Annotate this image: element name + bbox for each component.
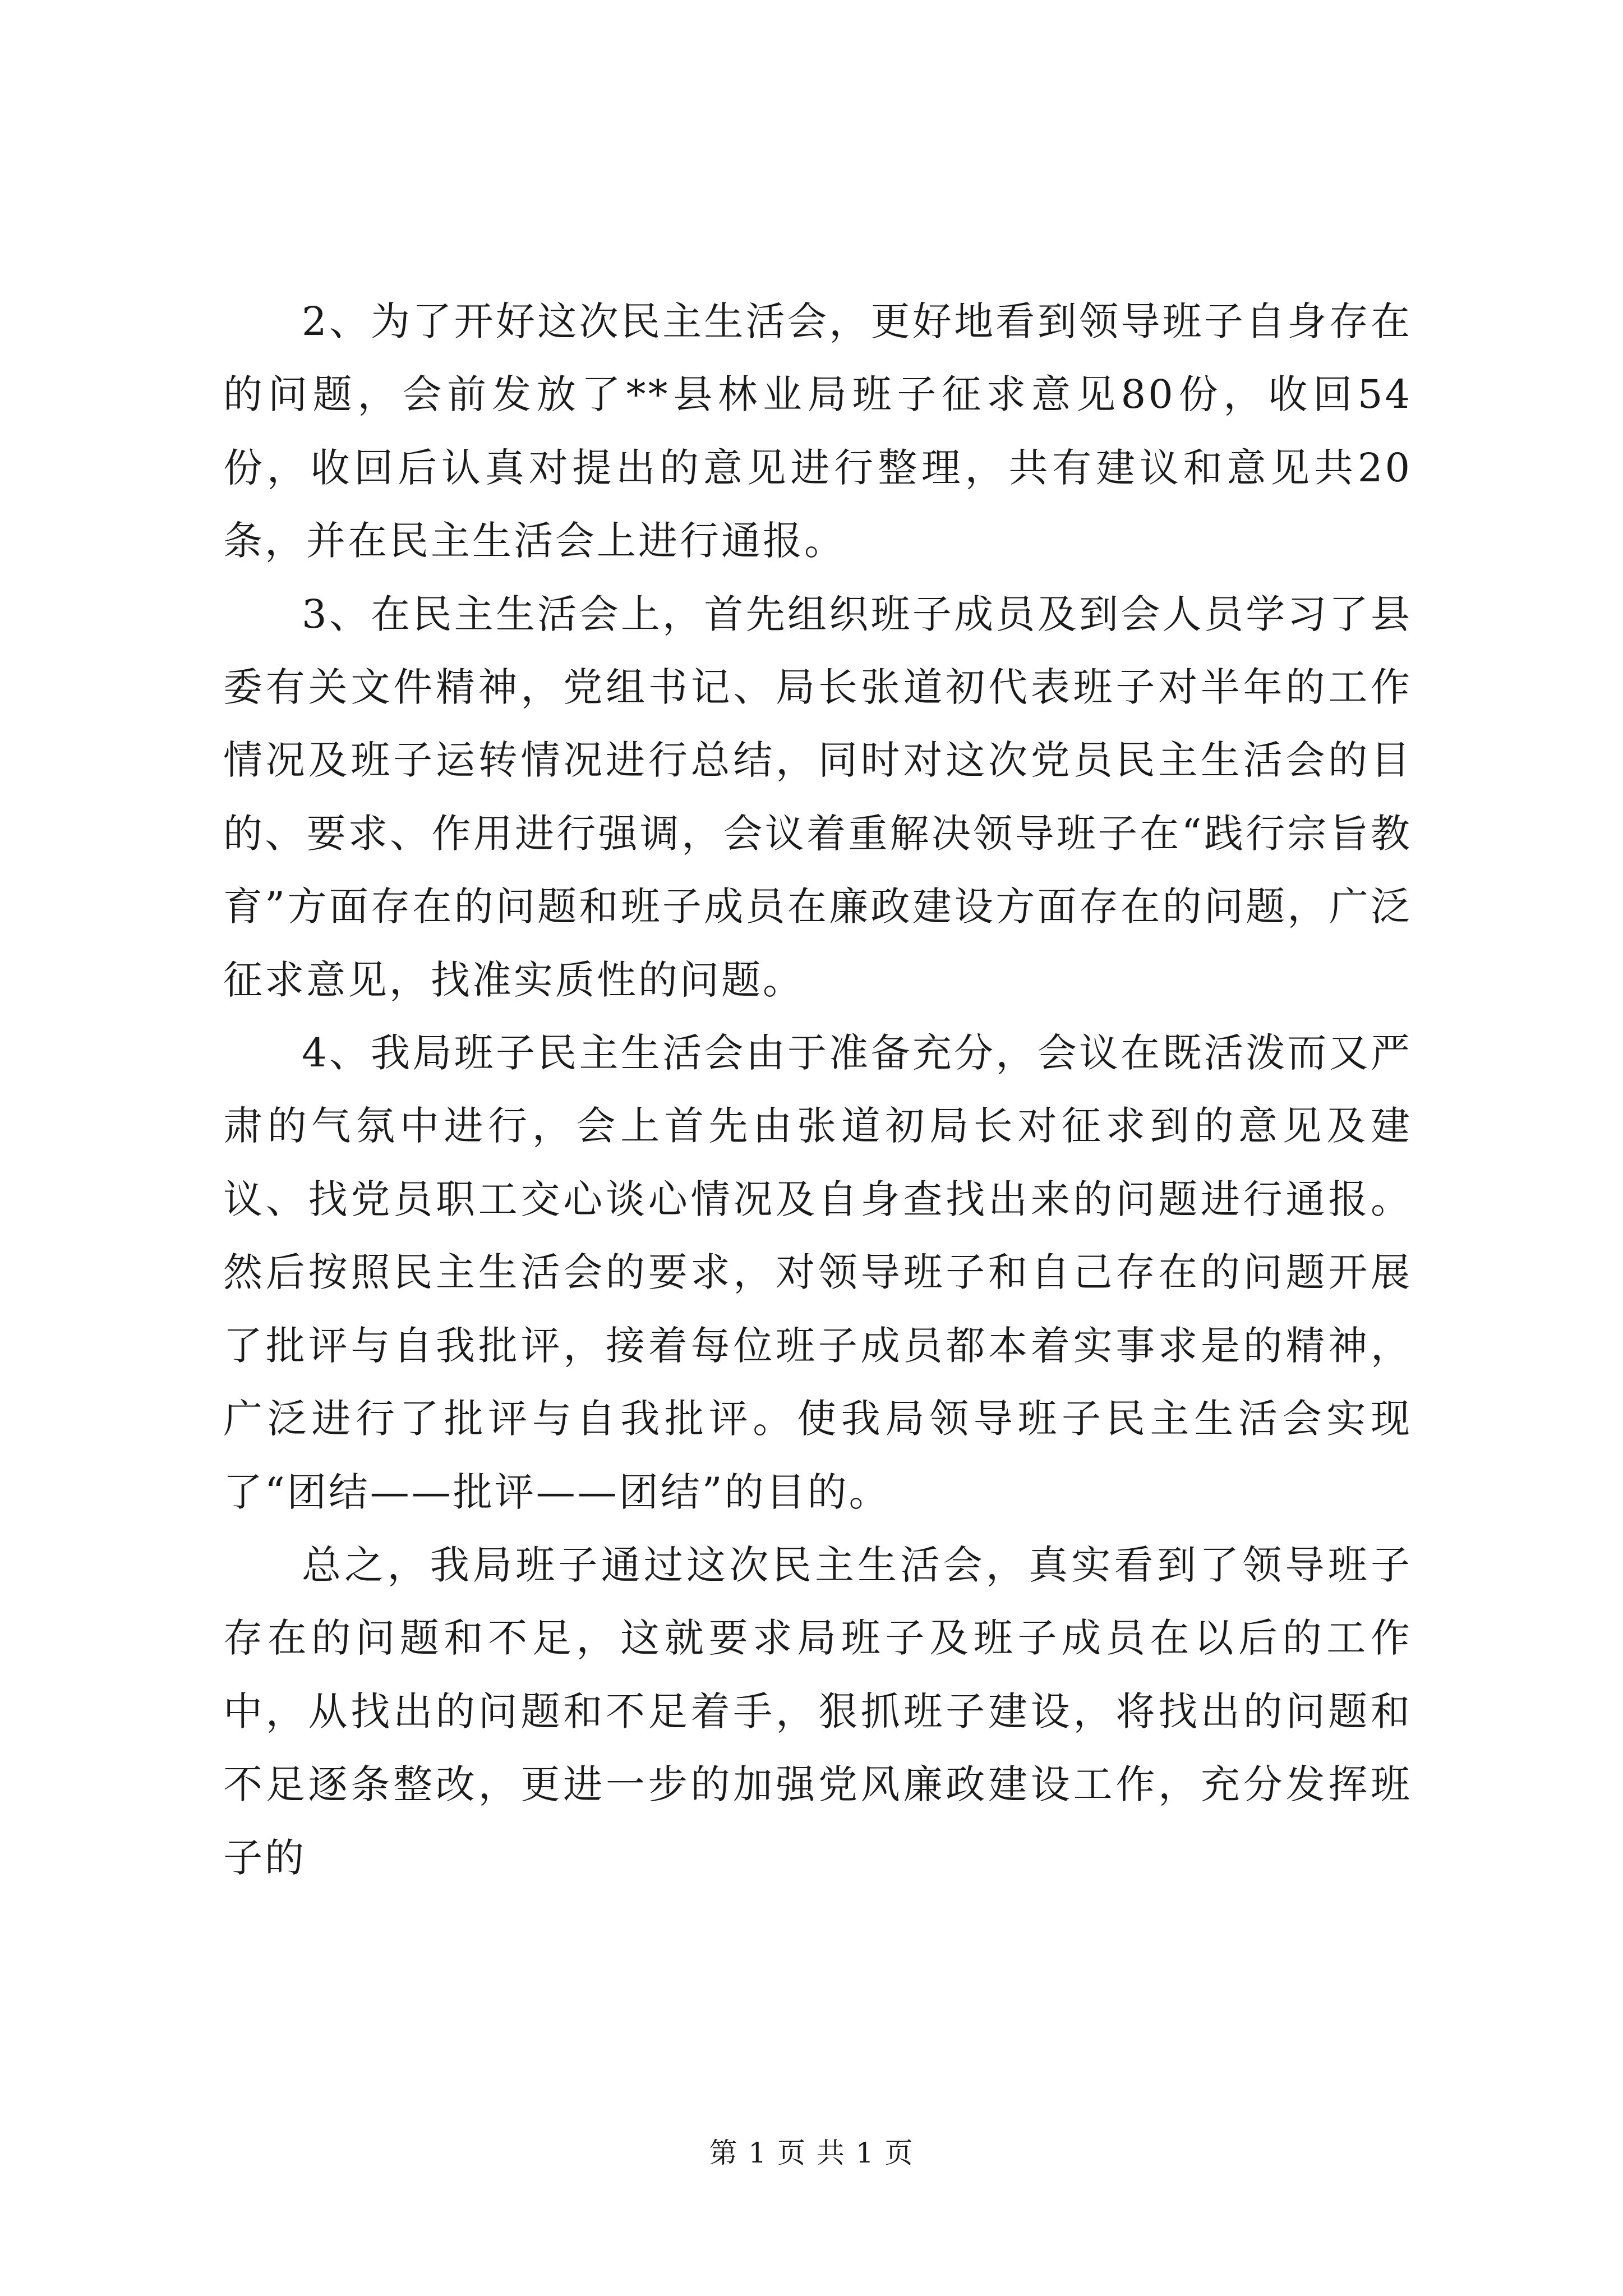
page-number-footer: 第 1 页 共 1 页	[709, 2137, 914, 2169]
document-body	[223, 285, 1412, 1894]
paragraph-item-3: 3、在民主生活会上，首先组织班子成员及到会人员学习了县委有关文件精神，党组书记、局长张道初代表班子对半年的工作情况及班子运转情况进行总结，同时对这次党员民主生活会的目的、要求、作用进行强调，会议着重解决领导班子在“践行宗旨教育”方面存在的问题和班子成员在廉政建设方面存在的问题，广泛征求意见，找准实质性的问题。	[223, 591, 1412, 1003]
paragraph-item-2: 2、为了开好这次民主生活会，更好地看到领导班子自身存在的问题，会前发放了**县林业局班子征求意见80份，收回54份，收回后认真对提出的意见进行整理，共有建议和意见共20条，并在民主生活会上进行通报。	[223, 298, 1412, 564]
paragraph-summary: 总之，我局班子通过这次民主生活会，真实看到了领导班子存在的问题和不足，这就要求局班子及班子成员在以后的工作中，从找出的问题和不足着手，狠抓班子建设，将找出的问题和不足逐条整改，更进一步的加强党风廉政建设工作，充分发挥班子的	[223, 1542, 1412, 1881]
paragraph-item-4: 4、我局班子民主生活会由于准备充分，会议在既活泼而又严肃的气氛中进行，会上首先由张道初局长对征求到的意见及建议、找党员职工交心谈心情况及自身查找出来的问题进行通报。然后按照民主生活会的要求，对领导班子和自己存在的问题开展了批评与自我批评，接着每位班子成员都本着实事求是的精神，广泛进行了批评与自我批评。使我局领导班子民主生活会实现了“团结——批评——团结”的目的。	[223, 1030, 1412, 1515]
